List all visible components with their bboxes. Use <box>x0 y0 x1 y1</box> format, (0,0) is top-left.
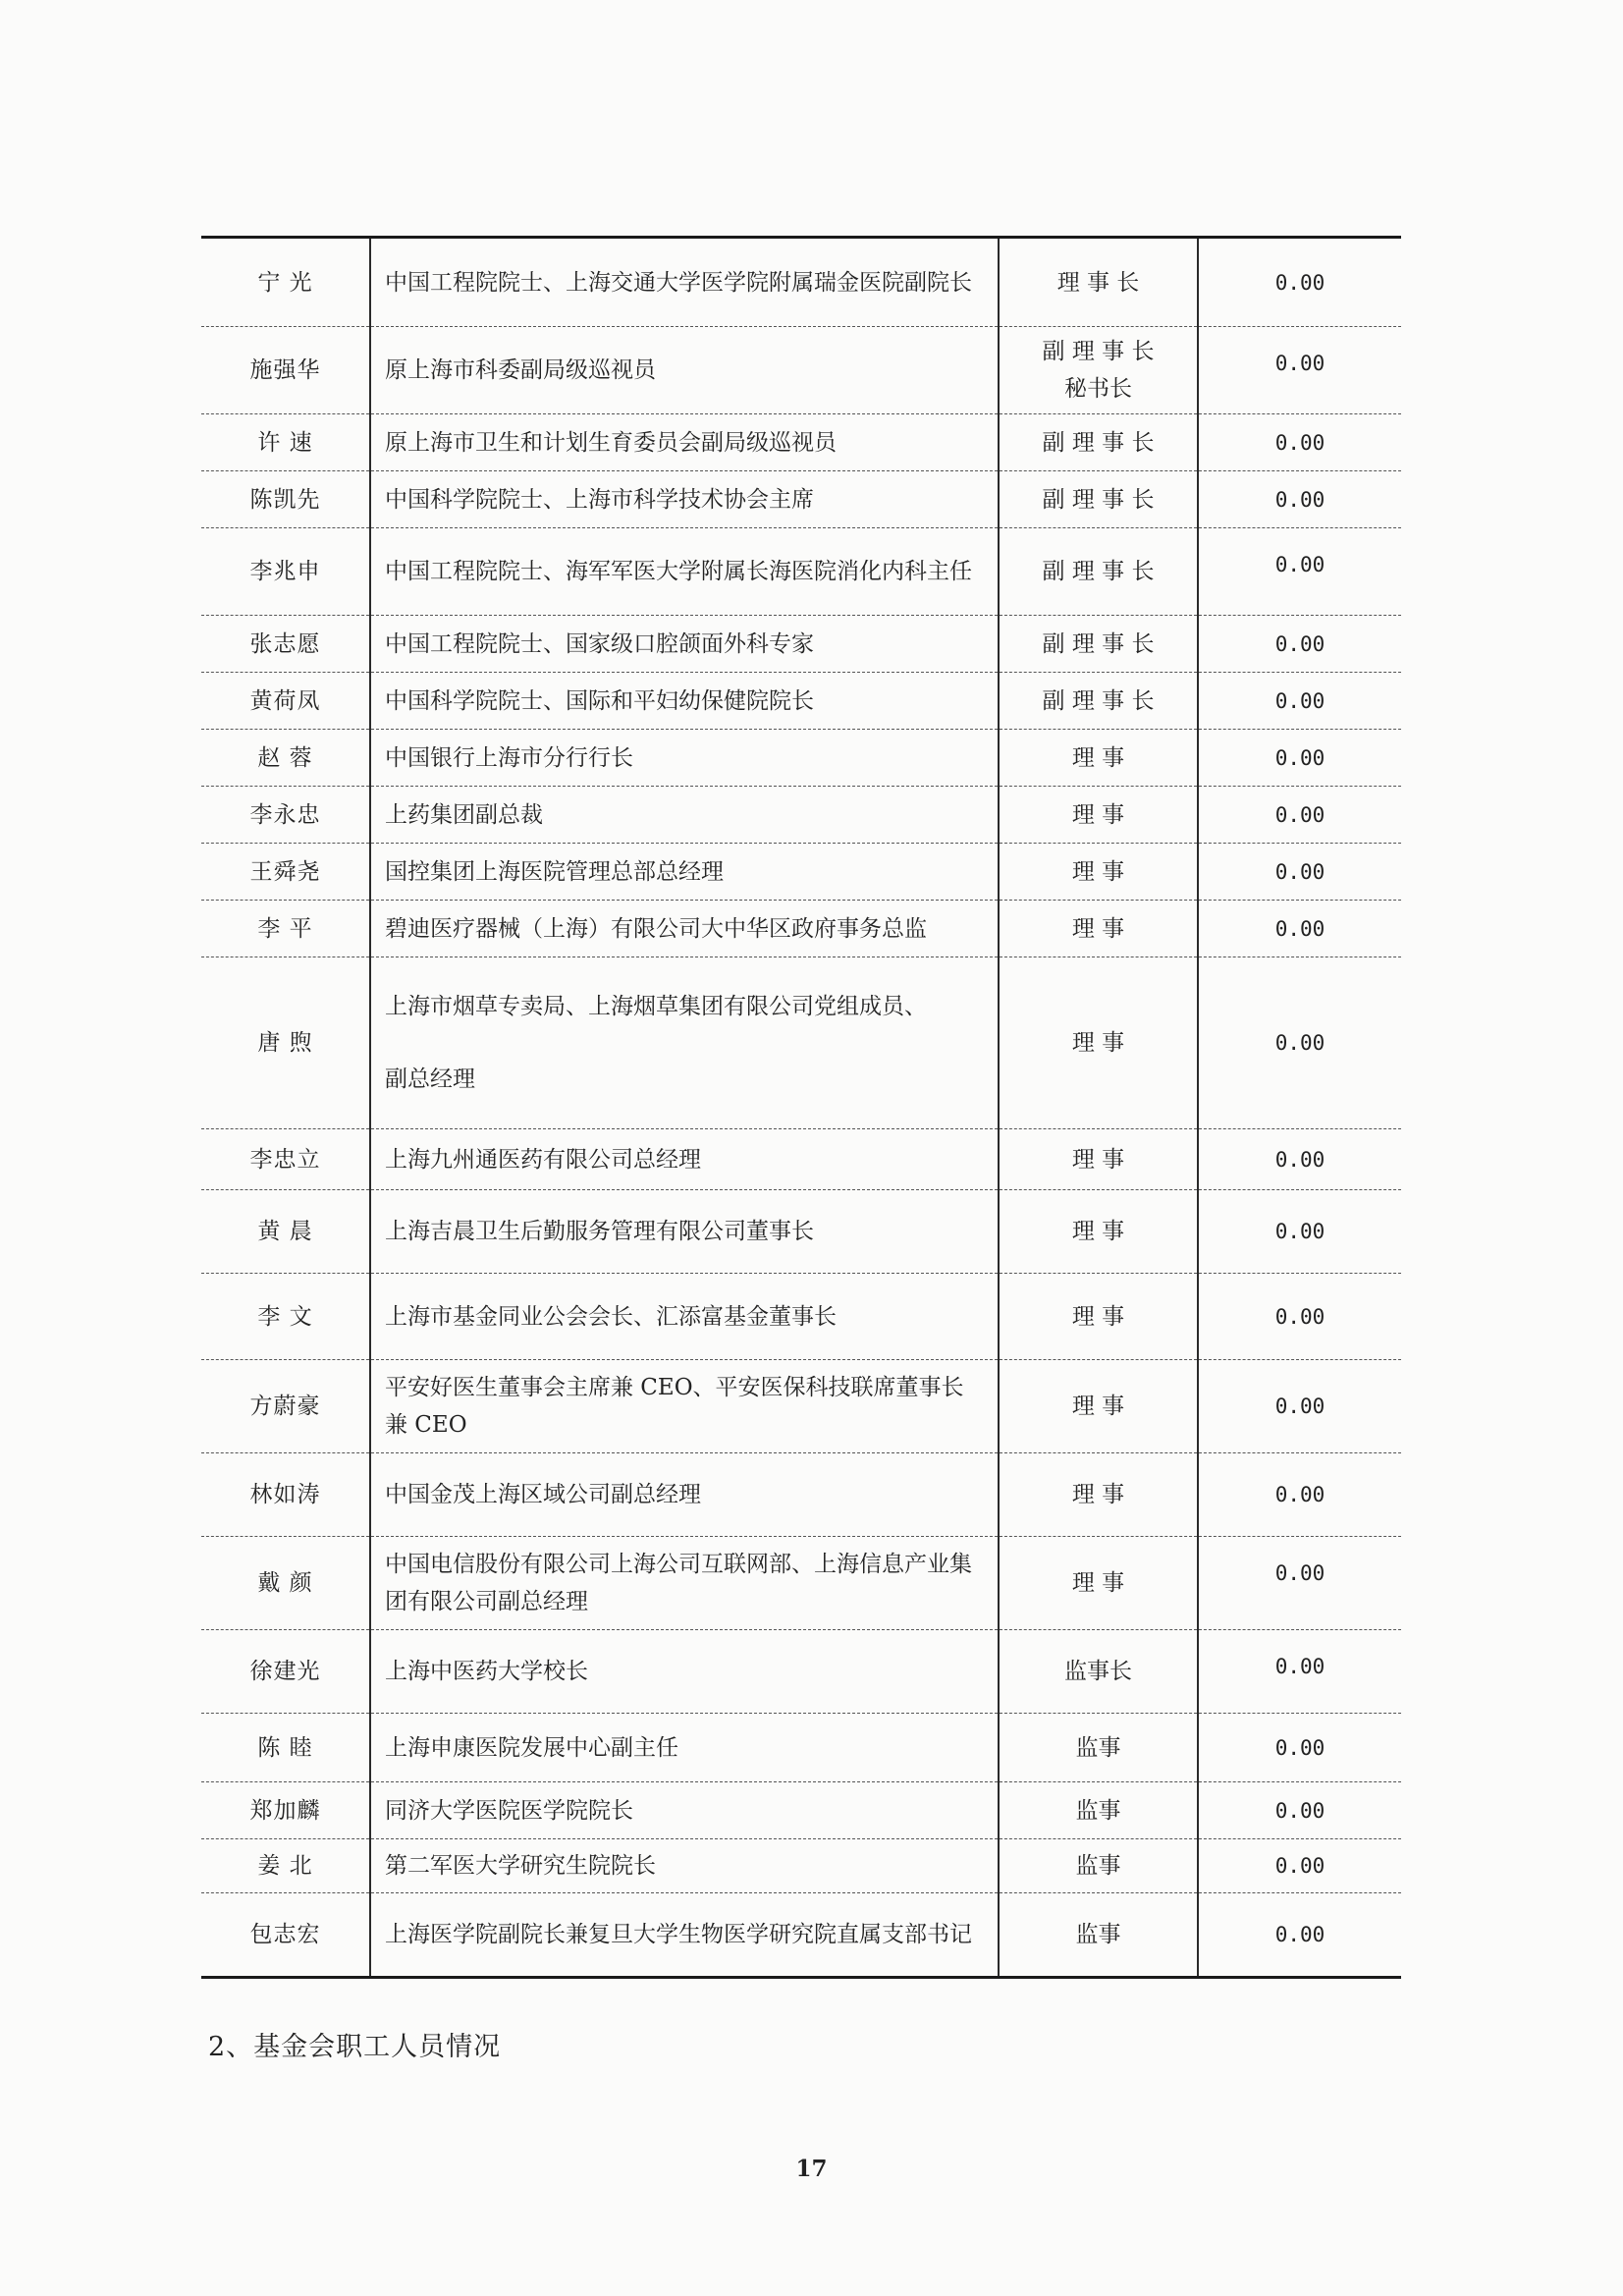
member-role: 理 事 <box>999 1190 1198 1274</box>
member-name: 黄 晨 <box>201 1190 370 1274</box>
member-name: 林如涛 <box>201 1453 370 1537</box>
member-name: 张志愿 <box>201 616 370 673</box>
member-role: 监事 <box>999 1714 1198 1782</box>
member-position: 中国工程院院士、海军军医大学附属长海医院消化内科主任 <box>370 528 999 616</box>
member-name: 方蔚豪 <box>201 1360 370 1453</box>
table-row <box>201 471 1401 528</box>
member-name: 许 速 <box>201 414 370 471</box>
member-name: 黄荷凤 <box>201 673 370 730</box>
member-amount: 0.00 <box>1198 1190 1401 1274</box>
member-role: 理 事 <box>999 1274 1198 1360</box>
member-role: 副 理 事 长 <box>999 528 1198 616</box>
member-amount: 0.00 <box>1198 844 1401 901</box>
member-role: 理 事 <box>999 1537 1198 1630</box>
member-position: 中国科学院院士、国际和平妇幼保健院院长 <box>370 673 999 730</box>
table-row <box>201 616 1401 673</box>
member-position: 上药集团副总裁 <box>370 787 999 844</box>
member-position: 中国科学院院士、上海市科学技术协会主席 <box>370 471 999 528</box>
section-heading: 2、基金会职工人员情况 <box>208 2032 502 2062</box>
member-position: 原上海市科委副局级巡视员 <box>370 327 999 414</box>
table-row <box>201 1893 1401 1978</box>
member-amount: 0.00 <box>1198 414 1401 471</box>
member-role: 理 事 <box>999 1453 1198 1537</box>
member-name: 陈凯先 <box>201 471 370 528</box>
member-amount: 0.00 <box>1198 730 1401 787</box>
member-amount: 0.00 <box>1198 1839 1401 1893</box>
member-position: 原上海市卫生和计划生育委员会副局级巡视员 <box>370 414 999 471</box>
member-amount: 0.00 <box>1198 787 1401 844</box>
member-position: 中国工程院院士、上海交通大学医学院附属瑞金医院副院长 <box>370 238 999 327</box>
member-position: 上海医学院副院长兼复旦大学生物医学研究院直属支部书记 <box>370 1893 999 1978</box>
member-name: 施强华 <box>201 327 370 414</box>
member-role: 副 理 事 长 <box>999 414 1198 471</box>
member-role: 理 事 长 <box>999 238 1198 327</box>
table-row <box>201 730 1401 787</box>
member-role: 理 事 <box>999 844 1198 901</box>
member-role: 副 理 事 长 <box>999 616 1198 673</box>
member-name: 戴 颜 <box>201 1537 370 1630</box>
member-role-line2: 秘书长 <box>1064 376 1132 402</box>
member-role: 副 理 事 长 <box>999 471 1198 528</box>
table-row <box>201 528 1401 616</box>
member-amount: 0.00 <box>1198 616 1401 673</box>
member-role: 监事长 <box>999 1630 1198 1714</box>
member-position: 国控集团上海医院管理总部总经理 <box>370 844 999 901</box>
member-role: 副 理 事 长 <box>999 673 1198 730</box>
table-row <box>201 957 1401 1129</box>
member-role: 理 事 <box>999 1360 1198 1453</box>
member-amount: 0.00 <box>1198 238 1401 327</box>
member-role: 理 事 <box>999 901 1198 957</box>
member-name: 赵 蓉 <box>201 730 370 787</box>
table-row <box>201 1630 1401 1714</box>
page-number: 17 <box>795 2156 828 2182</box>
member-name: 李永忠 <box>201 787 370 844</box>
member-name: 姜 北 <box>201 1839 370 1893</box>
member-amount: 0.00 <box>1198 673 1401 730</box>
member-role: 理 事 <box>999 957 1198 1129</box>
table-row <box>201 673 1401 730</box>
member-amount: 0.00 <box>1198 1782 1401 1839</box>
table-row <box>201 844 1401 901</box>
member-amount: 0.00 <box>1198 1453 1401 1537</box>
table-row <box>201 1129 1401 1190</box>
member-amount: 0.00 <box>1198 901 1401 957</box>
table-row <box>201 1453 1401 1537</box>
member-name: 包志宏 <box>201 1893 370 1978</box>
member-role: 监事 <box>999 1839 1198 1893</box>
member-position: 上海中医药大学校长 <box>370 1630 999 1714</box>
member-amount: 0.00 <box>1198 1274 1401 1360</box>
member-amount: 0.00 <box>1198 1537 1401 1630</box>
table-row <box>201 901 1401 957</box>
member-amount: 0.00 <box>1198 1714 1401 1782</box>
table-row <box>201 1274 1401 1360</box>
member-name: 宁 光 <box>201 238 370 327</box>
member-role: 理 事 <box>999 1129 1198 1190</box>
table-row <box>201 1190 1401 1274</box>
member-position <box>370 957 999 1129</box>
member-name: 王舜尧 <box>201 844 370 901</box>
member-name: 陈 睦 <box>201 1714 370 1782</box>
member-amount: 0.00 <box>1198 471 1401 528</box>
member-name: 徐建光 <box>201 1630 370 1714</box>
member-position: 平安好医生董事会主席兼 CEO、平安医保科技联席董事长兼 CEO <box>370 1360 999 1453</box>
member-name: 郑加麟 <box>201 1782 370 1839</box>
table-row <box>201 1360 1401 1453</box>
member-role: 监事 <box>999 1893 1198 1978</box>
member-position: 上海申康医院发展中心副主任 <box>370 1714 999 1782</box>
member-amount: 0.00 <box>1198 528 1401 616</box>
member-position: 同济大学医院医学院院长 <box>370 1782 999 1839</box>
member-position: 中国电信股份有限公司上海公司互联网部、上海信息产业集团有限公司副总经理 <box>370 1537 999 1630</box>
member-position-line2: 副总经理 <box>385 1066 475 1092</box>
table-row <box>201 1537 1401 1630</box>
member-amount: 0.00 <box>1198 327 1401 414</box>
member-name: 李忠立 <box>201 1129 370 1190</box>
member-role: 监事 <box>999 1782 1198 1839</box>
member-position: 第二军医大学研究生院院长 <box>370 1839 999 1893</box>
member-amount: 0.00 <box>1198 957 1401 1129</box>
member-name: 李兆申 <box>201 528 370 616</box>
table-row <box>201 1714 1401 1782</box>
member-amount: 0.00 <box>1198 1630 1401 1714</box>
member-position: 碧迪医疗器械（上海）有限公司大中华区政府事务总监 <box>370 901 999 957</box>
member-position-line1: 上海市烟草专卖局、上海烟草集团有限公司党组成员、 <box>385 994 927 1019</box>
table-row <box>201 1782 1401 1839</box>
member-name: 李 平 <box>201 901 370 957</box>
table-row <box>201 414 1401 471</box>
member-amount: 0.00 <box>1198 1360 1401 1453</box>
member-amount: 0.00 <box>1198 1129 1401 1190</box>
member-role-line1: 副 理 事 长 <box>1042 339 1155 364</box>
table-row <box>201 787 1401 844</box>
table-row <box>201 327 1401 414</box>
member-position: 上海吉晨卫生后勤服务管理有限公司董事长 <box>370 1190 999 1274</box>
member-role: 理 事 <box>999 730 1198 787</box>
member-role <box>999 327 1198 414</box>
member-position: 上海九州通医药有限公司总经理 <box>370 1129 999 1190</box>
member-position: 中国工程院院士、国家级口腔颌面外科专家 <box>370 616 999 673</box>
member-position: 中国银行上海市分行行长 <box>370 730 999 787</box>
board-members-table <box>201 236 1401 1979</box>
member-name: 唐 煦 <box>201 957 370 1129</box>
member-position: 中国金茂上海区域公司副总经理 <box>370 1453 999 1537</box>
member-position: 上海市基金同业公会会长、汇添富基金董事长 <box>370 1274 999 1360</box>
member-role: 理 事 <box>999 787 1198 844</box>
table-row <box>201 238 1401 327</box>
member-name: 李 文 <box>201 1274 370 1360</box>
member-amount: 0.00 <box>1198 1893 1401 1978</box>
table-row <box>201 1839 1401 1893</box>
